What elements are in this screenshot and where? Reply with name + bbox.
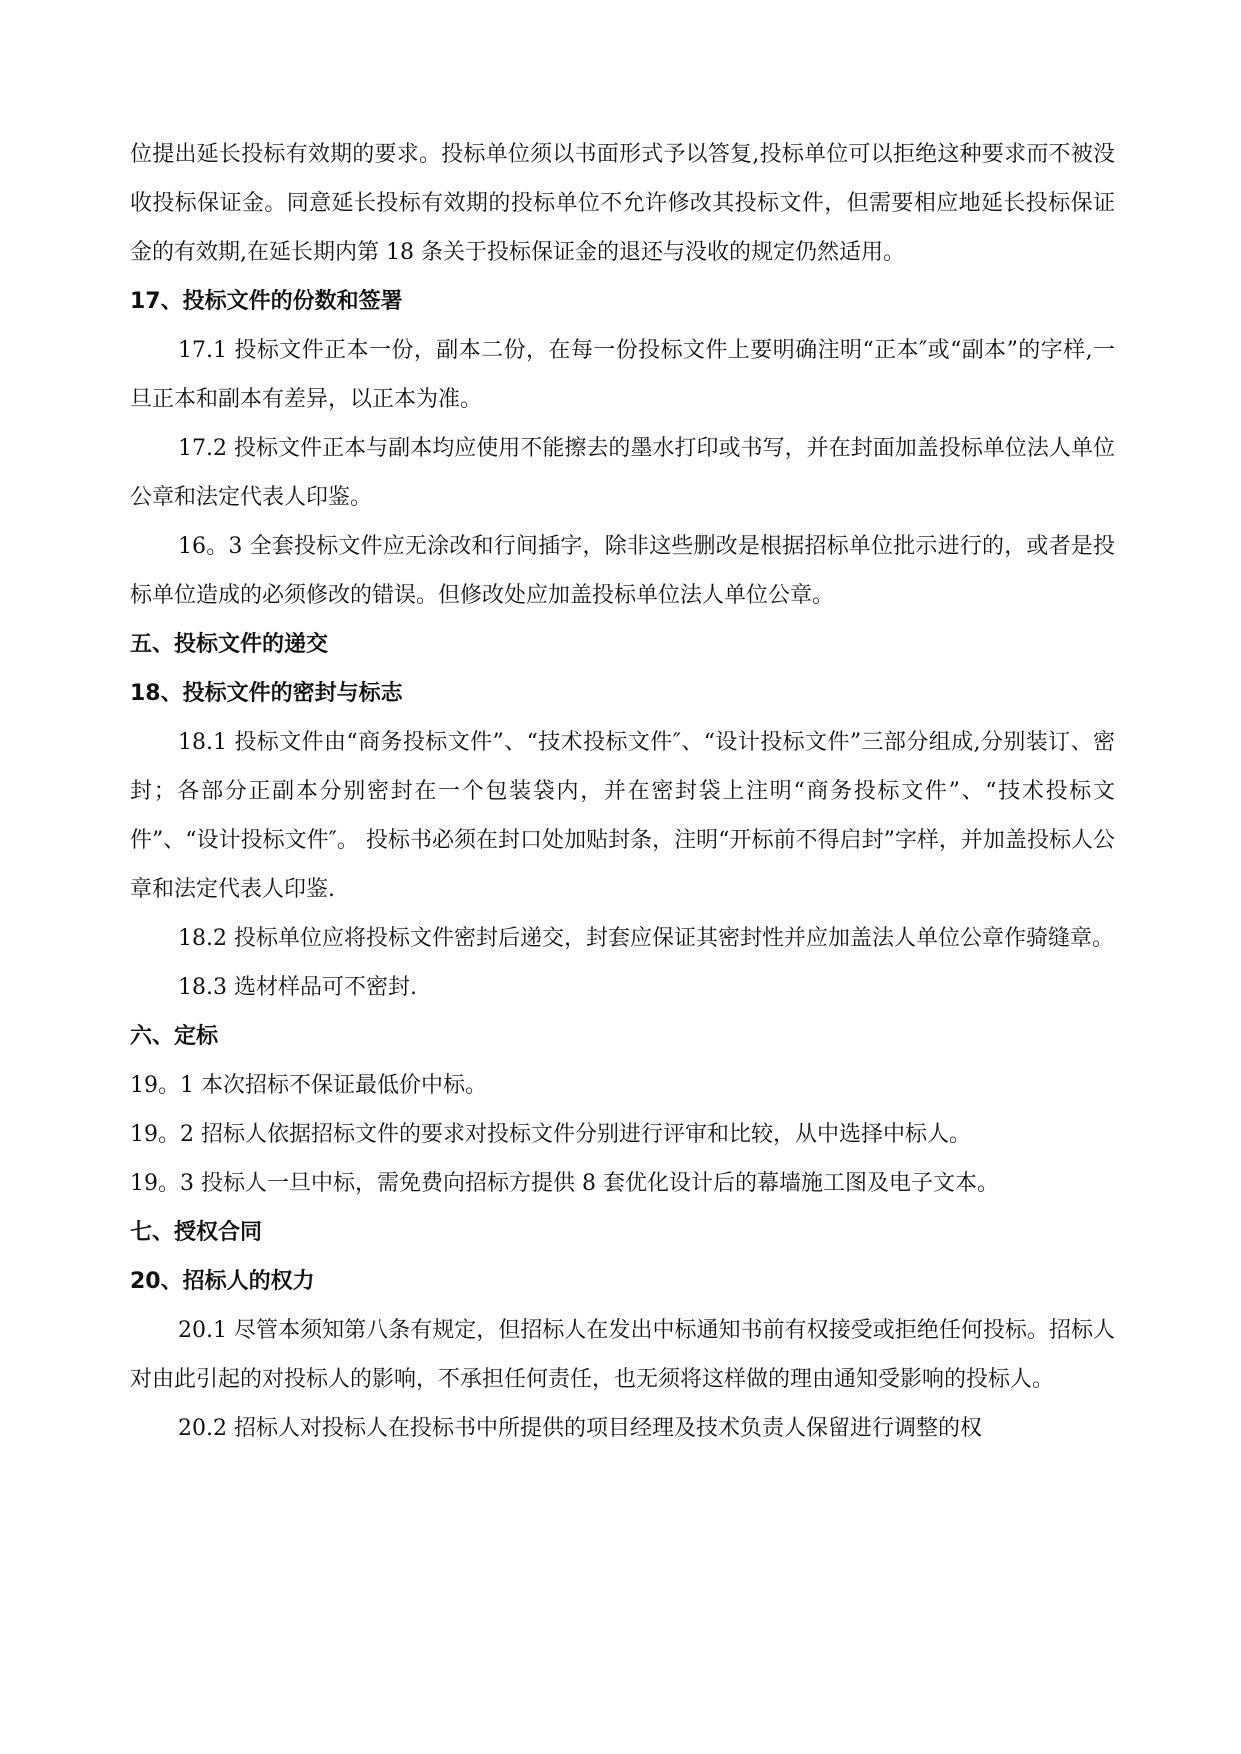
- paragraph-20-2: 20.2 招标人对投标人在投标书中所提供的项目经理及技术负责人保留进行调整的权: [178, 1416, 982, 1441]
- paragraph-16-3: 16。3 全套投标文件应无涂改和行间插字，除非这些删改是根据招标单位批示进行的，或者是投标单位造成的必须修改的错误。但修改处应加盖投标单位法人单位公章。: [130, 534, 1115, 608]
- paragraph-16-continued: 位提出延长投标有效期的要求。投标单位须以书面形式予以答复,投标单位可以拒绝这种要求而不被没收投标保证金。同意延长投标有效期的投标单位不允许修改其投标文件，但需要相应地延长投标保证金的有效期,在延长期内第 18 条关于投标保证金的退还与没收的规定仍然适用。: [130, 142, 1115, 265]
- paragraph-18-3: 18.3 选材样品可不密封.: [178, 975, 417, 1000]
- paragraph-17-1: 17.1 投标文件正本一份，副本二份，在每一份投标文件上要明确注明“正本″或“副本”的字样,一旦正本和副本有差异，以正本为准。: [130, 338, 1115, 412]
- heading-section-7: 七、授权合同: [130, 1220, 263, 1245]
- heading-20: 20、招标人的权力: [130, 1269, 315, 1294]
- document-body: [130, 130, 1115, 1453]
- heading-18: 18、投标文件的密封与标志: [130, 681, 403, 706]
- paragraph-18-2: 18.2 投标单位应将投标文件密封后递交，封套应保证其密封性并应加盖法人单位公章作骑缝章。: [178, 926, 1114, 951]
- heading-section-5: 五、投标文件的递交: [130, 632, 329, 657]
- paragraph-17-2: 17.2 投标文件正本与副本均应使用不能擦去的墨水打印或书写，并在封面加盖投标单位法人单位公章和法定代表人印鉴。: [130, 436, 1115, 510]
- heading-17: 17、投标文件的份数和签署: [130, 289, 403, 314]
- paragraph-18-1: 18.1 投标文件由“商务投标文件”、“技术投标文件″、“设计投标文件”三部分组成,分别装订、密封；各部分正副本分别密封在一个包装袋内，并在密封袋上注明“商务投标文件”、“技术投标文件”、“设计投标文件″。 投标书必须在封口处加贴封条，注明“开标前不得启封”字样，并加盖投标人公章和法定代表人印鉴.: [130, 730, 1115, 902]
- paragraph-20-1: 20.1 尽管本须知第八条有规定，但招标人在发出中标通知书前有权接受或拒绝任何投标。招标人对由此引起的对投标人的影响，不承担任何责任，也无须将这样做的理由通知受影响的投标人。: [130, 1318, 1115, 1392]
- paragraph-19-2: 19。2 招标人依据招标文件的要求对投标文件分别进行评审和比较，从中选择中标人。: [130, 1122, 971, 1147]
- paragraph-19-3: 19。3 投标人一旦中标，需免费向招标方提供 8 套优化设计后的幕墙施工图及电子文本。: [130, 1171, 999, 1196]
- heading-section-6: 六、定标: [130, 1024, 219, 1049]
- paragraph-19-1: 19。1 本次招标不保证最低价中标。: [130, 1073, 487, 1098]
